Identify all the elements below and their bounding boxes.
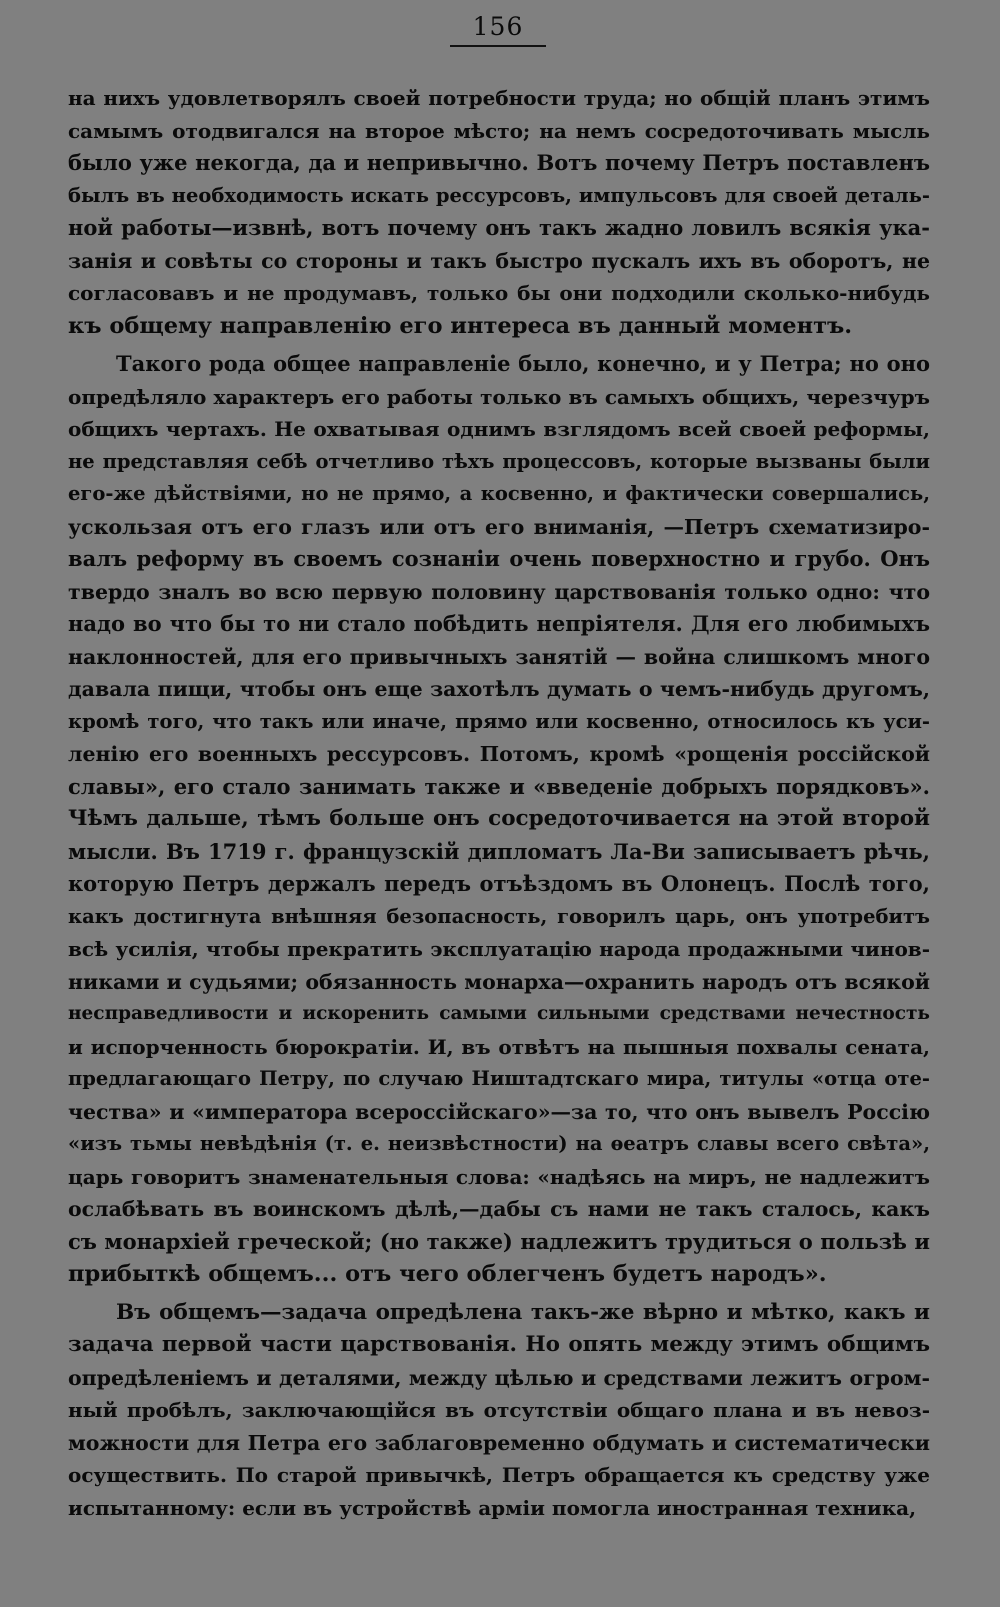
paragraph [68,348,930,1291]
paragraph [68,1297,930,1525]
text-line: давала пищи, чтобы онъ еще захотѣлъ думать о чемъ-нибудь другомъ, [68,677,930,701]
text-line: ускользая отъ его глазъ или отъ его вниманія, —Петръ схематизиро- [68,514,930,539]
text-line: твердо зналъ во всю первую половину царствованія только одно: что [68,579,930,604]
text-line: можности для Петра его заблаговременно обдумать и систематически [68,1430,930,1455]
text-line: ный пробѣлъ, заключающійся въ отсутствіи общаго плана и въ невоз- [68,1398,930,1422]
text-line: царь говоритъ знаменательныя слова: «надѣясь на миръ, не надлежитъ [68,1164,930,1189]
text-line: съ монархіей греческой; (но также) надлежитъ трудиться о пользѣ и [68,1228,930,1254]
text-line: предлагающаго Петру, по случаю Ништадтскаго мира, титулы «отца оте- [68,1067,930,1090]
text-line: опредѣляло характеръ его работы только въ самыхъ общихъ, черезчуръ [68,384,930,409]
text-line: былъ въ необходимость искать рессурсовъ, импульсовъ для своей деталь- [68,183,930,207]
text-line: на нихъ удовлетворялъ своей потребности труда; но общій планъ этимъ [68,86,930,110]
text-line: къ общему направленію его интереса въ данный моментъ. [68,312,853,339]
text-line: Такого рода общее направленіе было, конечно, и у Петра; но оно [116,351,930,376]
page-number-rule [450,45,546,47]
text-line: чества» и «императора всероссійскаго»—за то, что онъ вывелъ Россію [68,1099,930,1124]
text-line: Въ общемъ—задача опредѣлена такъ-же вѣрно и мѣтко, какъ и [116,1299,930,1325]
page-number: 156 [472,12,524,41]
text-line: славы», его стало занимать также и «введеніе добрыхъ порядковъ». [68,773,930,799]
text-line: задача первой части царствованія. Но опять между этимъ общимъ [68,1332,930,1357]
text-line: надо во что бы то ни стало побѣдить непріятеля. Для его любимыхъ [68,611,930,636]
text-line: Чѣмъ дальше, тѣмъ больше онъ сосредоточивается на этой второй [68,806,930,831]
text-line: какъ достигнута внѣшняя безопасность, говорилъ царь, онъ употребитъ [68,904,930,928]
text-line: было уже некогда, да и непривычно. Вотъ почему Петръ поставленъ [68,150,930,175]
text-line: несправедливости и искоренить самыми сильными средствами нечестность [68,1003,930,1024]
text-line: ослабѣвать въ воинскомъ дѣлѣ,—дабы съ нами не такъ сталось, какъ [68,1197,930,1221]
text-line: никами и судьями; обязанность монарха—охранить народъ отъ всякой [68,969,930,994]
text-line: которую Петръ держалъ передъ отъѣздомъ въ Олонецъ. Послѣ того, [68,871,930,896]
text-line: опредѣленіемъ и деталями, между цѣлью и средствами лежитъ огром- [68,1365,930,1390]
text-line: самымъ отодвигался на второе мѣсто; на немъ сосредоточивать мысль [68,118,930,143]
text-line: кромѣ того, что такъ или иначе, прямо или косвенно, относилось къ уси- [68,709,930,733]
text-line: испытанному: если въ устройствѣ арміи помогла иностранная техника, [68,1495,917,1520]
text-line: ленію его военныхъ рессурсовъ. Потомъ, кромѣ «рощенія россійской [68,742,930,766]
text-line: валъ реформу въ своемъ сознаніи очень поверхностно и грубо. Онъ [68,546,930,571]
text-line: и испорченность бюрократіи. И, въ отвѣтъ на пышныя похвалы сената, [68,1034,930,1059]
text-line: не представляя себѣ отчетливо тѣхъ процессовъ, которые вызваны были [68,449,930,473]
text-line: ной работы—извнѣ, вотъ почему онъ такъ жадно ловилъ всякія ука- [68,215,930,240]
text-line: его-же дѣйствіями, но не прямо, а косвенно, и фактически совершались, [68,482,930,505]
text-line: всѣ усилія, чтобы прекратить эксплуатацію народа продажными чинов- [68,937,930,961]
text-line: «изъ тьмы невѣдѣнія (т. е. неизвѣстности) на ѳеатръ славы всего свѣта», [68,1132,930,1155]
text-line: осуществить. По старой привычкѣ, Петръ обращается къ средству уже [68,1463,930,1487]
text-line: общихъ чертахъ. Не охватывая однимъ взглядомъ всей своей реформы, [68,417,930,441]
text-line: наклонностей, для его привычныхъ занятій — война слишкомъ много [68,644,930,669]
text-line: согласовавъ и не продумавъ, только бы они подходили сколько-нибудь [68,281,930,305]
text-line: прибыткѣ общемъ... отъ чего облегченъ будетъ народъ». [68,1261,827,1287]
paragraph [68,82,930,342]
text-line: мысли. Въ 1719 г. французскій дипломатъ Ла-Ви записываетъ рѣчь, [68,838,930,864]
text-line: занія и совѣты со стороны и такъ быстро пускалъ ихъ въ оборотъ, не [68,248,930,273]
body-text [68,82,930,1524]
